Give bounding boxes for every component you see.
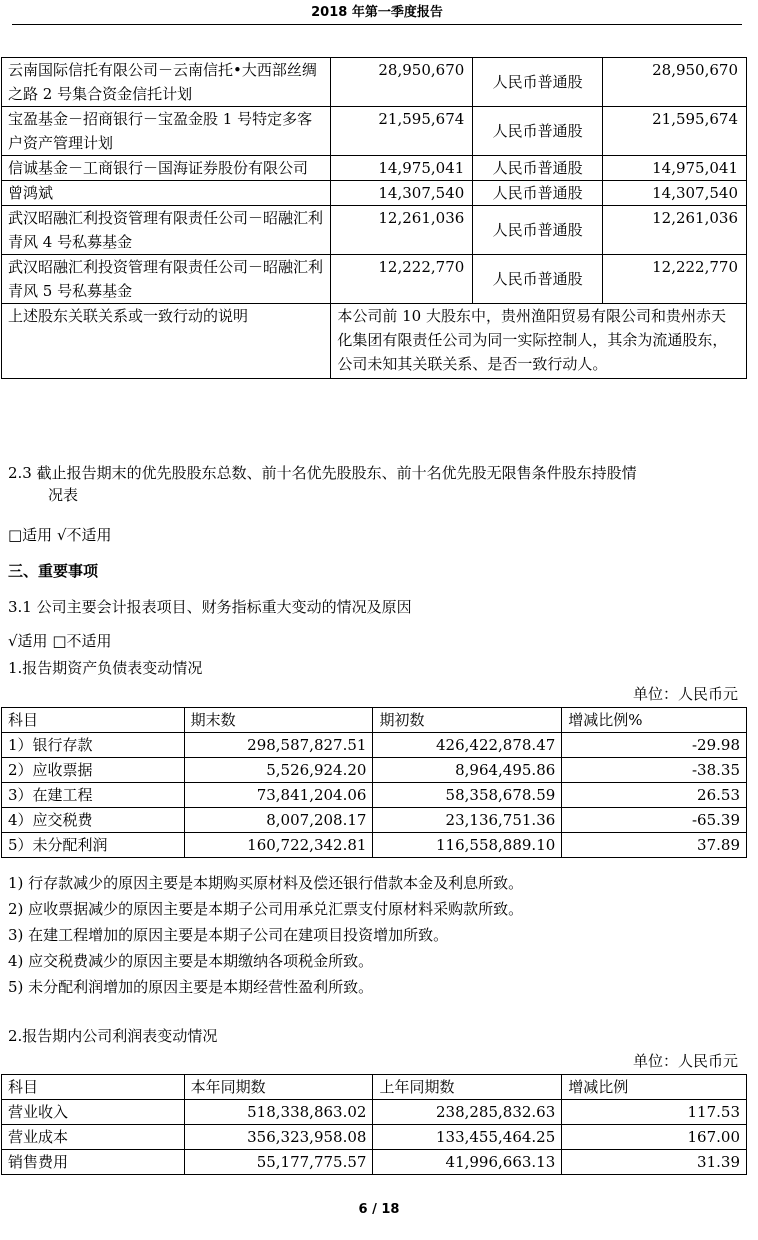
table-row	[2, 758, 747, 783]
shareholder-row	[2, 206, 747, 255]
relation-label: 上述股东关联关系或一致行动的说明	[2, 304, 331, 379]
column-header: 科目	[2, 708, 185, 733]
share-count: 21,595,674	[331, 107, 473, 156]
share-count: 12,222,770	[331, 255, 473, 304]
note-item: 1) 行存款减少的原因主要是本期购买原材料及偿还银行借款本金及利息所致。	[8, 874, 524, 892]
share-amount: 12,222,770	[603, 255, 747, 304]
share-type: 人民币普通股	[473, 107, 603, 156]
table-row	[2, 1100, 747, 1125]
shareholder-row	[2, 58, 747, 107]
column-header: 期末数	[184, 708, 373, 733]
notes-list	[8, 870, 523, 1000]
row-value: 31.39	[562, 1150, 747, 1175]
row-label: 5）未分配利润	[2, 833, 185, 858]
shareholder-row	[2, 181, 747, 206]
note-item: 4) 应交税费减少的原因主要是本期缴纳各项税金所致。	[8, 952, 374, 970]
income-statement-table	[1, 1074, 747, 1175]
part1-title: 1.报告期资产负债表变动情况	[8, 659, 203, 677]
row-value: 426,422,878.47	[373, 733, 562, 758]
table-row	[2, 1125, 747, 1150]
shareholder-name: 武汉昭融汇利投资管理有限责任公司－昭融汇利青风 4 号私募基金	[2, 206, 331, 255]
share-count: 28,950,670	[331, 58, 473, 107]
row-value: 37.89	[562, 833, 747, 858]
shareholder-name: 武汉昭融汇利投资管理有限责任公司－昭融汇利青风 5 号私募基金	[2, 255, 331, 304]
shareholder-row	[2, 156, 747, 181]
row-value: -29.98	[562, 733, 747, 758]
table-row	[2, 783, 747, 808]
share-type: 人民币普通股	[473, 58, 603, 107]
row-value: 8,007,208.17	[184, 808, 373, 833]
row-value: 133,455,464.25	[373, 1125, 562, 1150]
row-label: 3）在建工程	[2, 783, 185, 808]
row-value: -38.35	[562, 758, 747, 783]
share-amount: 28,950,670	[603, 58, 747, 107]
shareholder-row	[2, 255, 747, 304]
shareholder-row	[2, 107, 747, 156]
table-row	[2, 733, 747, 758]
row-value: -65.39	[562, 808, 747, 833]
column-header: 增减比例%	[562, 708, 747, 733]
shareholder-name: 信诚基金－工商银行－国海证券股份有限公司	[2, 156, 331, 181]
unit-label-2: 单位：人民币元	[632, 1052, 738, 1070]
share-count: 14,307,540	[331, 181, 473, 206]
part2-title: 2.报告期内公司利润表变动情况	[8, 1027, 218, 1045]
share-type: 人民币普通股	[473, 156, 603, 181]
share-amount: 21,595,674	[603, 107, 747, 156]
row-value: 5,526,924.20	[184, 758, 373, 783]
row-value: 160,722,342.81	[184, 833, 373, 858]
balance-sheet-table	[1, 707, 747, 858]
row-value: 167.00	[562, 1125, 747, 1150]
shareholder-name: 曾鸿斌	[2, 181, 331, 206]
share-type: 人民币普通股	[473, 181, 603, 206]
relation-text: 本公司前 10 大股东中，贵州渔阳贸易有限公司和贵州赤天化集团有限责任公司为同一实际控制人，其余为流通股东，公司未知其关联关系、是否一致行动人。	[331, 304, 747, 379]
shareholder-table	[1, 57, 747, 379]
row-value: 116,558,889.10	[373, 833, 562, 858]
note-item: 5) 未分配利润增加的原因主要是本期经营性盈利所致。	[8, 978, 374, 996]
table-header-row	[2, 1075, 747, 1100]
row-value: 26.53	[562, 783, 747, 808]
row-value: 117.53	[562, 1100, 747, 1125]
column-header: 本年同期数	[184, 1075, 373, 1100]
table-row	[2, 833, 747, 858]
row-value: 298,587,827.51	[184, 733, 373, 758]
table-row	[2, 1150, 747, 1175]
row-label: 销售费用	[2, 1150, 185, 1175]
row-label: 营业收入	[2, 1100, 185, 1125]
applicability-3-1: √适用 □不适用	[8, 632, 112, 650]
share-count: 12,261,036	[331, 206, 473, 255]
table-row	[2, 808, 747, 833]
unit-label-1: 单位：人民币元	[632, 685, 738, 703]
row-value: 8,964,495.86	[373, 758, 562, 783]
section-2-3-title: 2.3 截止报告期末的优先股股东总数、前十名优先股股东、前十名优先股无限售条件股东持股情 况表	[8, 464, 637, 504]
column-header: 期初数	[373, 708, 562, 733]
row-value: 73,841,204.06	[184, 783, 373, 808]
share-type: 人民币普通股	[473, 206, 603, 255]
shareholder-name: 宝盈基金－招商银行－宝盈金股 1 号特定多客户资产管理计划	[2, 107, 331, 156]
share-amount: 14,975,041	[603, 156, 747, 181]
row-value: 41,996,663.13	[373, 1150, 562, 1175]
table-header-row	[2, 708, 747, 733]
row-label: 营业成本	[2, 1125, 185, 1150]
row-label: 4）应交税费	[2, 808, 185, 833]
column-header: 上年同期数	[373, 1075, 562, 1100]
page-number: 6 / 18	[358, 1202, 400, 1217]
report-header: 2018 年第一季度报告	[12, 0, 742, 25]
column-header: 科目	[2, 1075, 185, 1100]
note-item: 2) 应收票据减少的原因主要是本期子公司用承兑汇票支付原材料采购款所致。	[8, 900, 524, 918]
share-amount: 12,261,036	[603, 206, 747, 255]
applicability-2-3: □适用 √不适用	[8, 526, 112, 544]
row-value: 238,285,832.63	[373, 1100, 562, 1125]
row-value: 356,323,958.08	[184, 1125, 373, 1150]
share-amount: 14,307,540	[603, 181, 747, 206]
share-count: 14,975,041	[331, 156, 473, 181]
note-item: 3) 在建工程增加的原因主要是本期子公司在建项目投资增加所致。	[8, 926, 449, 944]
column-header: 增减比例	[562, 1075, 747, 1100]
row-label: 2）应收票据	[2, 758, 185, 783]
relation-row	[2, 304, 747, 379]
row-value: 23,136,751.36	[373, 808, 562, 833]
shareholder-name: 云南国际信托有限公司－云南信托•大西部丝绸之路 2 号集合资金信托计划	[2, 58, 331, 107]
row-label: 1）银行存款	[2, 733, 185, 758]
share-type: 人民币普通股	[473, 255, 603, 304]
section-3-heading: 三、重要事项	[8, 562, 99, 580]
row-value: 58,358,678.59	[373, 783, 562, 808]
row-value: 518,338,863.02	[184, 1100, 373, 1125]
section-3-1-title: 3.1 公司主要会计报表项目、财务指标重大变动的情况及原因	[8, 598, 412, 616]
row-value: 55,177,775.57	[184, 1150, 373, 1175]
